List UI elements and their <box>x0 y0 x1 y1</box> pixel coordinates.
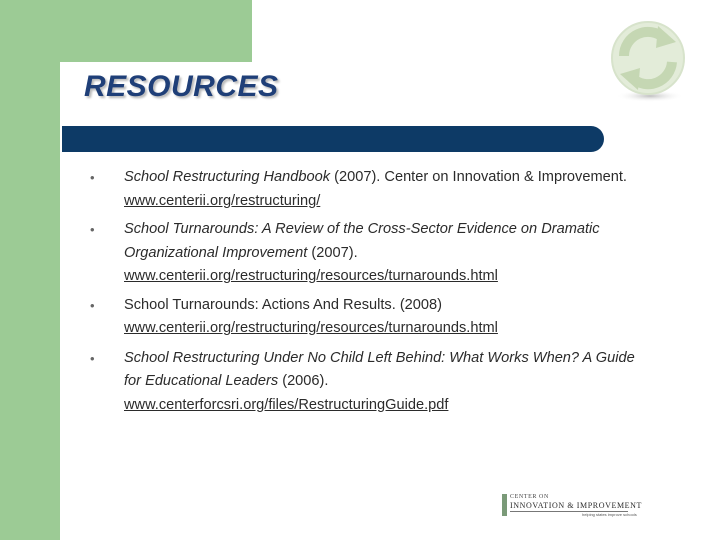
resource-citation <box>124 166 700 190</box>
list-item <box>90 347 700 418</box>
list-item <box>90 294 700 341</box>
resource-citation <box>124 370 700 394</box>
bullet-icon: • <box>90 222 95 237</box>
green-side-band <box>0 0 60 540</box>
refresh-cycle-icon <box>606 14 690 104</box>
resource-link[interactable]: www.centerii.org/restructuring/ <box>124 192 321 209</box>
resource-details: (2006). <box>278 373 329 389</box>
list-item <box>90 166 700 213</box>
title-underline-bar <box>62 126 604 152</box>
resource-citation: School Turnarounds: Actions And Results. (2008) <box>124 296 443 313</box>
bullet-icon: • <box>90 297 95 313</box>
resource-details: (2007). Center on Innovation & Improvement. <box>330 169 627 185</box>
resource-link[interactable]: www.centerii.org/restructuring/resources/turnarounds.html <box>124 320 498 336</box>
resources-list <box>90 166 700 417</box>
resource-title: School Turnarounds: A Review of the Cross-Sector Evidence on Dramatic <box>124 221 600 237</box>
logo-tagline: helping states improve schools <box>582 512 637 517</box>
logo-mark <box>502 494 507 516</box>
resource-details: (2007). <box>307 244 358 261</box>
list-item <box>90 218 700 289</box>
resource-link[interactable]: www.centerii.org/restructuring/resources/turnarounds.html <box>124 268 498 284</box>
resource-title: School Restructuring Handbook <box>124 169 331 185</box>
logo-line-2: INNOVATION & IMPROVEMENT <box>510 501 643 510</box>
resource-citation <box>124 242 700 266</box>
bullet-icon: • <box>90 170 95 185</box>
resource-title-continued: Organizational Improvement <box>124 244 308 261</box>
logo-line-1: CENTER ON <box>510 494 549 500</box>
green-top-band <box>60 0 252 62</box>
resource-title: School Restructuring Under No Child Left Behind: What Works When? A Guide <box>124 349 635 366</box>
slide-title: RESOURCES <box>84 70 279 103</box>
bullet-icon: • <box>90 350 95 366</box>
center-logo <box>502 494 662 522</box>
resource-link[interactable]: www.centerforcsri.org/files/RestructuringGuide.pdf <box>124 396 449 413</box>
resource-title-continued: for Educational Leaders <box>124 373 279 389</box>
